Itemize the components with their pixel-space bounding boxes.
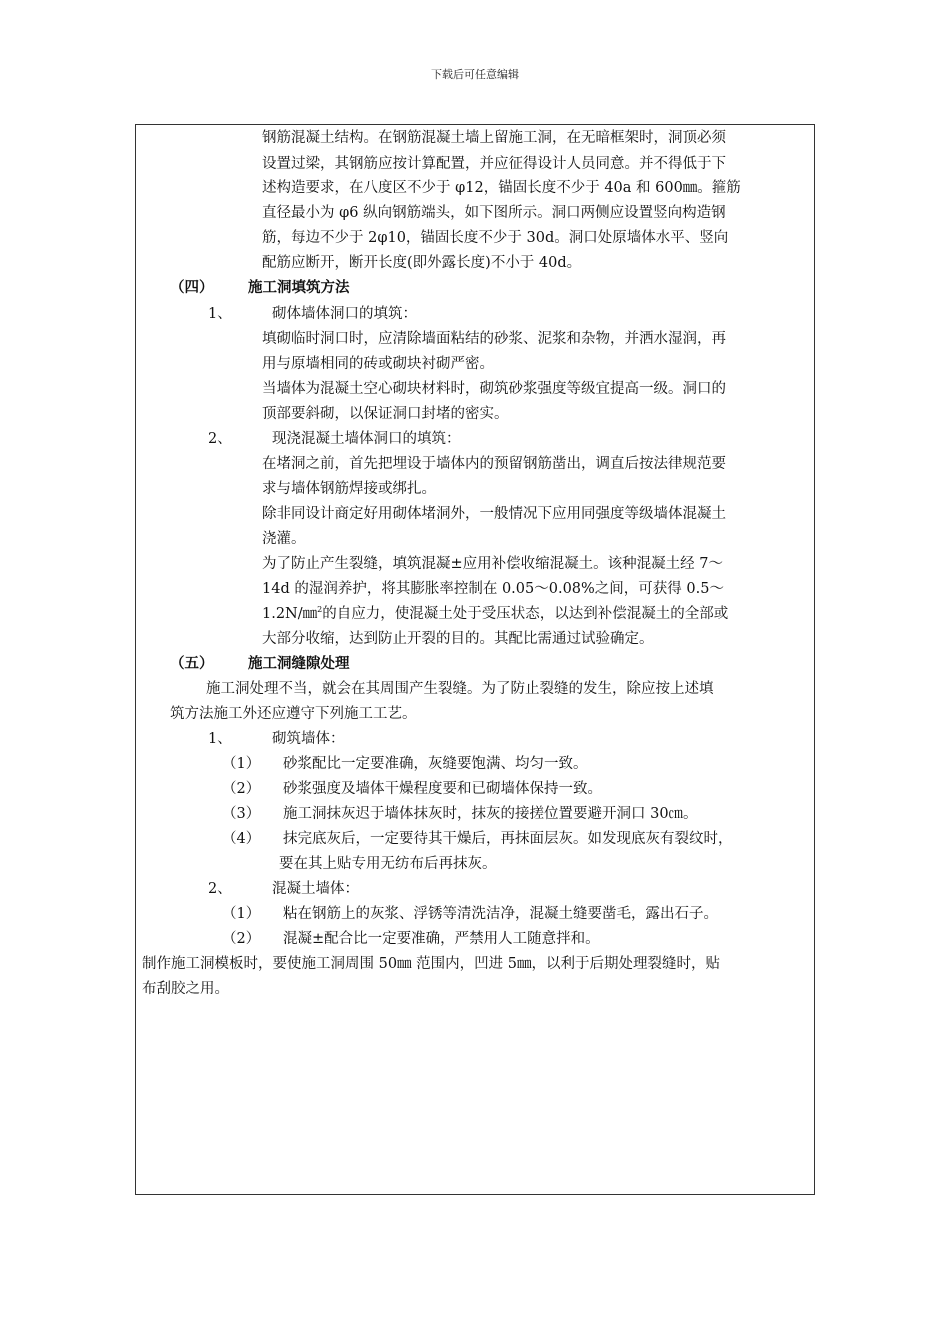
s5-item1-title: 砌筑墙体：: [272, 731, 345, 747]
s5-item2-sub1-text: 粘在钢筋上的灰浆、浮锈等清洗洁净，混凝土缝要凿毛，露出石子。: [283, 906, 718, 922]
s5-item2-title: 混凝土墙体：: [272, 881, 359, 897]
s4-item2-line-1: 在堵洞之前，首先把埋设于墙体内的预留钢筋凿出，调直后按法律规范要: [262, 456, 726, 472]
intro-line-3: 述构造要求，在八度区不少于 φ12，锚固长度不少于 40a 和 600㎜。箍筋: [262, 180, 741, 196]
s5-item2-sub2-text: 混凝±配合比一定要准确，严禁用人工随意拌和。: [283, 931, 600, 947]
s5-item1-sub4-number: （4）: [222, 831, 261, 847]
s4-item2-number: 2、: [208, 431, 232, 447]
s5-item1-sub1-text: 砂浆配比一定要准确，灰缝要饱满、均匀一致。: [283, 756, 588, 772]
s5-item1-sub2-number: （2）: [222, 781, 261, 797]
header-note: 下载后可任意编辑: [431, 68, 519, 81]
s4-item2-line-6: 14d 的湿润养护，将其膨胀率控制在 0.05～0.08%之间，可获得 0.5～: [262, 581, 724, 597]
s5-item2-number: 2、: [208, 881, 232, 897]
intro-line-5: 筋，每边不少于 2φ10，锚固长度不少于 30d。洞口处原墙体水平、竖向: [262, 230, 729, 246]
s5-item1-sub4-text: 抹完底灰后，一定要待其干燥后，再抹面层灰。如发现底灰有裂纹时，: [283, 831, 733, 847]
stress-rest: 的自应力，使混凝土处于受压状态，以达到补偿混凝土的全部或: [322, 606, 729, 622]
s5-item1-sub3-text: 施工洞抹灰迟于墙体抹灰时，抹灰的接搓位置要避开洞口 30㎝。: [283, 806, 698, 822]
s4-item2-line-3: 除非同设计商定好用砌体堵洞外，一般情况下应用同强度等级墙体混凝土: [262, 506, 726, 522]
stress-prefix: 1.2N/㎜: [262, 606, 318, 622]
s5-intro-line-2: 筑方法施工外还应遵守下列施工工艺。: [170, 706, 417, 722]
section4-title: 施工洞填筑方法: [248, 279, 350, 296]
s4-item1-title: 砌体墙体洞口的填筑：: [272, 306, 417, 322]
section4-number: （四）: [170, 279, 214, 296]
intro-line-6: 配筋应断开，断开长度(即外露长度)不小于 40d。: [262, 255, 582, 271]
s5-item2-sub1-number: （1）: [222, 906, 261, 922]
s4-item1-line-2: 用与原墙相同的砖或砌块衬砌严密。: [262, 356, 494, 372]
s4-item2-line-4: 浇灌。: [262, 531, 306, 547]
s5-intro-line-1: 施工洞处理不当，就会在其周围产生裂缝。为了防止裂缝的发生，除应按上述填: [206, 681, 714, 697]
intro-line-4: 直径最小为 φ6 纵向钢筋端头，如下图所示。洞口两侧应设置竖向构造钢: [262, 205, 726, 221]
intro-line-1: 钢筋混凝土结构。在钢筋混凝土墙上留施工洞，在无暗框架时，洞顶必须: [262, 130, 726, 146]
s5-item1-sub2-text: 砂浆强度及墙体干燥程度要和已砌墙体保持一致。: [283, 781, 602, 797]
closing-line-1: 制作施工洞模板时，要使施工洞周围 50㎜ 范围内，凹进 5㎜，以利于后期处理裂缝时，贴: [142, 956, 720, 972]
section5-number: （五）: [170, 655, 214, 672]
s5-item2-sub2-number: （2）: [222, 931, 261, 947]
s4-item1-line-1: 填砌临时洞口时，应清除墙面粘结的砂浆、泥浆和杂物，并洒水湿润，再: [262, 331, 726, 347]
document-frame: [135, 124, 815, 1195]
s4-item1-line-3: 当墙体为混凝土空心砌块材料时，砌筑砂浆强度等级宜提高一级。洞口的: [262, 381, 726, 397]
closing-line-2: 布刮胶之用。: [142, 981, 229, 997]
s4-item2-line-2: 求与墙体钢筋焊接或绑扎。: [262, 481, 436, 497]
s4-item1-line-4: 顶部要斜砌，以保证洞口封堵的密实。: [262, 406, 509, 422]
s4-item1-number: 1、: [208, 306, 232, 322]
s5-item1-sub3-number: （3）: [222, 806, 261, 822]
s5-item1-number: 1、: [208, 731, 232, 747]
s5-item1-sub4-continuation: 要在其上贴专用无纺布后再抹灰。: [279, 856, 497, 872]
stress-superscript: 2: [317, 605, 323, 615]
section5-title: 施工洞缝隙处理: [248, 655, 350, 672]
s4-item2-stress-line: [262, 605, 728, 623]
s4-item2-last-line: 大部分收缩，达到防止开裂的目的。其配比需通过试验确定。: [262, 631, 654, 647]
s4-item2-line-5: 为了防止产生裂缝，填筑混凝±应用补偿收缩混凝土。该种混凝土经 7～: [262, 556, 723, 572]
s5-item1-sub1-number: （1）: [222, 756, 261, 772]
s4-item2-title: 现浇混凝土墙体洞口的填筑：: [272, 431, 461, 447]
intro-line-2: 设置过梁，其钢筋应按计算配置，并应征得设计人员同意。并不得低于下: [262, 156, 726, 172]
